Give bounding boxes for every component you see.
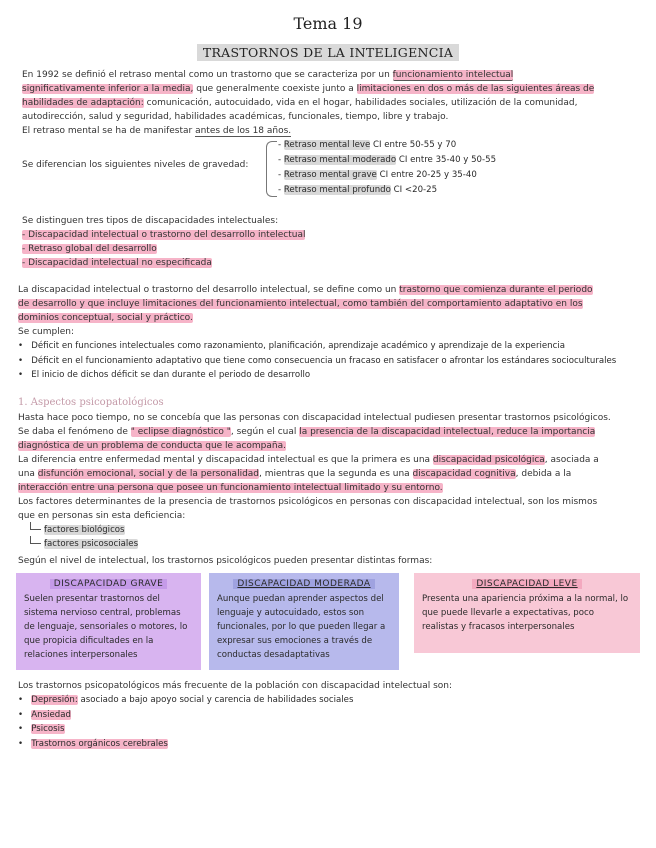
definition-line xyxy=(18,283,642,297)
criteria-item xyxy=(18,339,638,354)
bullet-icon: • xyxy=(18,738,24,749)
intro-text: El retraso mental se ha de manifestar xyxy=(22,126,196,136)
definition-line xyxy=(18,311,642,325)
section1-line: Los factores determinantes de la presencia de trastornos psicológicos en personas con discapacidad intelectual, son los mismos xyxy=(18,497,598,507)
intro-line xyxy=(22,124,642,138)
definition-highlight: trastorno que comienza durante el periodo xyxy=(399,285,593,295)
moderate-box xyxy=(209,573,399,670)
section1-highlight: interacción entre una persona que posee un funcionamiento intelectual limitado y su entorno. xyxy=(18,483,443,493)
criteria-item xyxy=(18,354,638,369)
section-heading: 1. Aspectos psicopatológicos xyxy=(18,397,164,408)
types-block xyxy=(22,214,305,270)
box-title-text: DISCAPACIDAD GRAVE xyxy=(50,579,168,589)
section1-highlight: diagnóstica de un problema de conducta que le acompaña. xyxy=(18,441,286,451)
section1-text: , mientras que la segunda es una xyxy=(259,469,413,479)
frequent-name: Psicosis xyxy=(31,724,65,734)
intro-highlight: limitaciones en dos o más de las siguientes áreas de xyxy=(356,84,595,94)
bullet-icon: • xyxy=(18,341,24,351)
frequent-item xyxy=(18,693,638,708)
criteria-text: Déficit en el funcionamiento adaptativo que tiene como consecuencia un fracaso en satisfacer o afrontar los estándares socioculturales xyxy=(31,355,617,366)
factor-item xyxy=(30,522,125,537)
intro-text: En 1992 se definió el retraso mental como un trastorno que se caracteriza por un xyxy=(22,70,393,80)
box-text: Suelen presentar trastornos del sistema nervioso central, problemas de lenguaje, sensoriales o motores, lo que propicia dificultades en la relaciones interpersonales xyxy=(24,594,188,660)
types-intro: Se distinguen tres tipos de discapacidades intelectuales: xyxy=(22,216,279,226)
box-title xyxy=(217,579,391,589)
section1-highlight: discapacidad psicológica xyxy=(432,455,545,465)
section1-line: que en personas sin esta deficiencia: xyxy=(18,511,186,521)
bullet-icon: • xyxy=(18,355,24,366)
section1-highlight: discapacidad cognitiva xyxy=(412,469,516,479)
intro-underline: antes de los 18 años. xyxy=(195,126,292,136)
section1-text: , asociada a xyxy=(544,455,599,465)
bullet-icon: • xyxy=(18,370,24,380)
definition-highlight: dominios conceptual, social y práctico. xyxy=(18,313,193,323)
level-name: Retraso mental moderado xyxy=(283,155,397,165)
factor-item xyxy=(30,536,138,551)
level-name: Retraso mental grave xyxy=(283,170,377,180)
frequent-desc: asociado a bajo apoyo social y carencia de habilidades sociales xyxy=(77,695,354,705)
box-title-text: DISCAPACIDAD LEVE xyxy=(472,579,581,589)
type-text: - Discapacidad intelectual o trastorno del desarrollo intelectual xyxy=(22,230,306,240)
frequent-name: Ansiedad xyxy=(31,709,71,720)
frequent-item xyxy=(18,722,638,737)
factor-text: factores psicosociales xyxy=(44,539,139,549)
section1-paragraph xyxy=(18,411,642,523)
brace-icon xyxy=(266,141,277,197)
type-text: - Discapacidad intelectual no especificada xyxy=(22,258,212,268)
intro-line xyxy=(22,68,642,82)
section1-highlight: la presencia de la discapacidad intelectual, reduce la importancia xyxy=(299,427,596,437)
level-name: Retraso mental leve xyxy=(283,140,371,150)
level-range: CI entre 20-25 y 35-40 xyxy=(376,170,477,180)
section1-text: una xyxy=(18,469,38,479)
definition-highlight: de desarrollo y que incluye limitaciones del funcionamiento intelectual, como también del comportamiento adaptativo en los xyxy=(18,299,583,309)
section1-text: Se daba el fenómeno de xyxy=(18,427,131,437)
section1-line xyxy=(18,481,642,495)
intro-highlight: habilidades de adaptación: xyxy=(22,98,144,108)
criteria-item xyxy=(18,368,638,383)
level-item: - Retraso mental grave CI entre 20-25 y 35-40 xyxy=(278,170,477,180)
type-item xyxy=(22,242,305,256)
box-title xyxy=(24,579,193,589)
box-text: Presenta una apariencia próxima a la normal, lo que puede llevarle a expectativas, poco realistas y fracasos interpersonales xyxy=(422,594,629,632)
section1-line: Hasta hace poco tiempo, no se concebía que las personas con discapacidad intelectual pudiesen presentar trastornos psicológicos. xyxy=(18,413,611,423)
type-text: - Retraso global del desarrollo xyxy=(22,244,157,254)
level-item: - Retraso mental moderado CI entre 35-40 y 50-55 xyxy=(278,155,497,165)
criteria-text: El inicio de dichos déficit se dan durante el periodo de desarrollo xyxy=(31,370,311,380)
level-range: CI entre 35-40 y 50-55 xyxy=(396,155,497,165)
frequent-name: Depresión: xyxy=(31,695,78,705)
definition-line xyxy=(18,297,642,311)
criteria-label: Se cumplen: xyxy=(18,327,75,337)
definition-paragraph xyxy=(18,283,642,339)
severe-box xyxy=(16,573,201,670)
forms-intro: Según el nivel de intelectual, los trastornos psicológicos pueden presentar distintas formas: xyxy=(18,556,433,566)
intro-line xyxy=(22,82,642,96)
criteria-text: Déficit en funciones intelectuales como razonamiento, planificación, aprendizaje académico y aprendizaje de la experiencia xyxy=(31,341,565,351)
mild-box xyxy=(414,573,640,653)
frequent-list xyxy=(18,693,638,751)
intro-text: que generalmente coexiste junto a xyxy=(193,84,357,94)
bullet-icon: • xyxy=(18,695,24,705)
level-item: - Retraso mental profundo CI <20-25 xyxy=(278,185,438,195)
bullet-icon: • xyxy=(18,724,24,734)
bullet-icon: • xyxy=(18,709,24,720)
criteria-list xyxy=(18,339,638,383)
level-item: - Retraso mental leve CI entre 50-55 y 70 xyxy=(278,140,457,150)
page-title: Tema 19 xyxy=(293,14,363,33)
intro-line: autodirección, salud y seguridad, habilidades académicas, funcionales, tiempo, libre y trabajo. xyxy=(22,112,449,122)
arrow-icon xyxy=(30,522,41,530)
levels-list xyxy=(278,138,496,198)
type-item xyxy=(22,228,305,242)
frequent-name: Trastornos orgánicos cerebrales xyxy=(31,738,168,749)
frequent-item xyxy=(18,708,638,723)
levels-label: Se diferencian los siguientes niveles de gravedad: xyxy=(22,160,249,170)
section1-text: , debida a la xyxy=(515,469,572,479)
level-name: Retraso mental profundo xyxy=(283,185,391,195)
section1-text: La diferencia entre enfermedad mental y discapacidad intelectual es que la primera es una xyxy=(18,455,433,465)
type-item xyxy=(22,256,305,270)
section1-line xyxy=(18,425,642,439)
section1-highlight: disfunción emocional, social y de la personalidad xyxy=(37,469,260,479)
subtitle-wrapper xyxy=(0,42,656,61)
frequent-intro: Los trastornos psicopatológicos más frecuente de la población con discapacidad intelectual son: xyxy=(18,681,453,691)
factor-text: factores biológicos xyxy=(44,525,125,535)
intro-highlight: significativamente inferior a la media, xyxy=(22,84,194,94)
intro-paragraph xyxy=(22,68,642,138)
arrow-icon xyxy=(30,536,41,544)
intro-highlight: funcionamiento intelectual xyxy=(392,70,514,80)
section1-line xyxy=(18,467,642,481)
level-range: CI entre 50-55 y 70 xyxy=(370,140,457,150)
level-range: CI <20-25 xyxy=(390,185,438,195)
box-title xyxy=(422,579,632,589)
definition-text: La discapacidad intelectual o trastorno del desarrollo intelectual, se define como un xyxy=(18,285,400,295)
frequent-item xyxy=(18,737,638,752)
section1-highlight: " eclipse diagnóstico " xyxy=(130,427,231,437)
page-subtitle: TRASTORNOS DE LA INTELIGENCIA xyxy=(197,44,459,61)
box-title-text: DISCAPACIDAD MODERADA xyxy=(233,579,374,589)
box-text: Aunque puedan aprender aspectos del lenguaje y autocuidado, estos son funcionales, por lo que pueden llegar a expresar sus emociones a través de conductas desadaptativas xyxy=(217,594,386,660)
section1-text: , según el cual xyxy=(230,427,300,437)
section1-line xyxy=(18,439,642,453)
intro-line xyxy=(22,96,642,110)
intro-text: comunicación, autocuidado, vida en el hogar, habilidades sociales, utilización de la comunidad, xyxy=(143,98,578,108)
section1-line xyxy=(18,453,642,467)
